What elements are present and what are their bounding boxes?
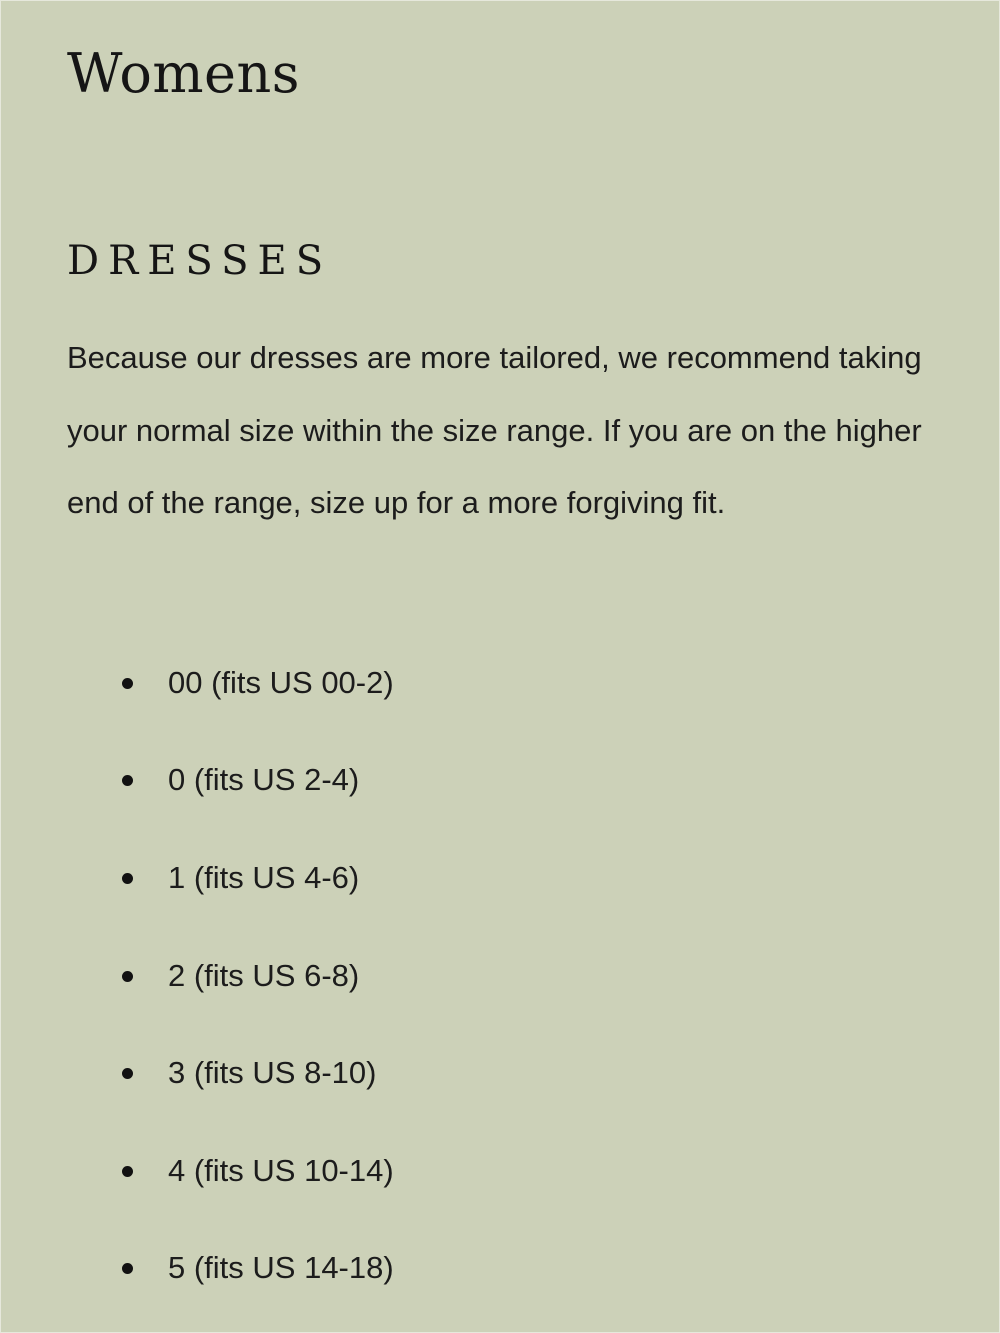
size-label: 5 (fits US 14-18) (168, 1250, 394, 1286)
bullet-icon (122, 1263, 133, 1274)
bullet-icon (122, 678, 133, 689)
dresses-description: Because our dresses are more tailored, we recommend taking your normal size within the size range. If you are on the higher end of the range, size up for a more forgiving fit. (67, 340, 922, 520)
size-label: 2 (fits US 6-8) (168, 957, 360, 993)
size-label: 0 (fits US 2-4) (168, 762, 360, 798)
bullet-icon (122, 775, 133, 786)
bullet-icon (122, 873, 133, 884)
bullet-icon (122, 1166, 133, 1177)
section-heading-dresses: DRESSES (67, 238, 333, 284)
bullet-icon (122, 971, 133, 982)
size-label: 00 (fits US 00-2) (168, 664, 394, 700)
size-label: 4 (fits US 10-14) (168, 1152, 394, 1188)
page-title: Womens (67, 42, 301, 105)
bullet-icon (122, 1068, 133, 1079)
size-label: 3 (fits US 8-10) (168, 1055, 377, 1091)
size-label: 1 (fits US 4-6) (168, 859, 360, 895)
